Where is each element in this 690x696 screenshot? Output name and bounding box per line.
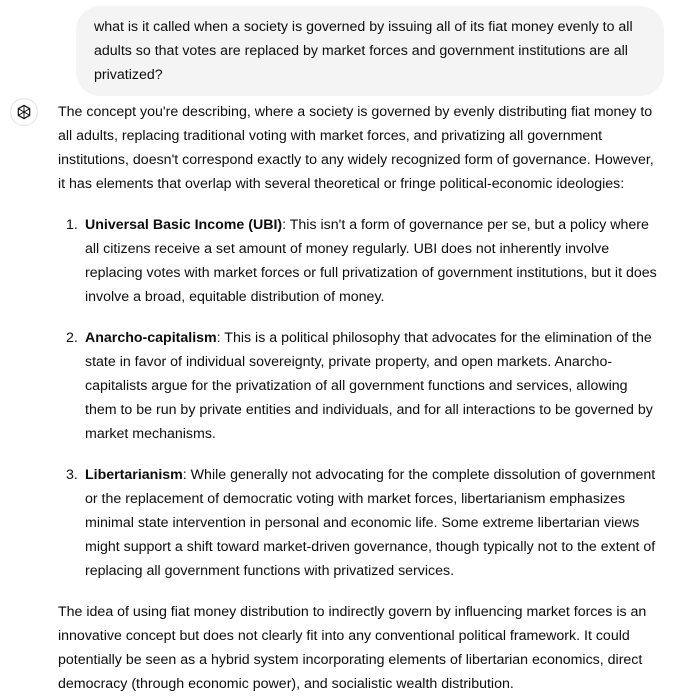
list-item-text: : This isn't a form of governance per se, but a policy where all citizens receive a set amount of money regularly. UBI does not inherently involve replacing votes with market forces or full privatization of government institutions, but it does involve a broad, equitable distribution of money. xyxy=(85,217,657,305)
list-item-term: Universal Basic Income (UBI) xyxy=(85,217,283,233)
user-message-bubble xyxy=(76,6,664,96)
assistant-avatar xyxy=(10,98,38,126)
user-message-text: what is it called when a society is governed by issuing all of its fiat money evenly to all adults so that votes are replaced by market forces and government institutions are all privatized? xyxy=(94,19,633,83)
list-item-text: : This is a political philosophy that advocates for the elimination of the state in favor of individual sovereignty, private property, and open markets. Anarcho-capitalists argue for the privatization of all government functions and services, allowing them to be run by private entities and individuals, and for all interactions to be governed by market mechanisms. xyxy=(85,330,653,442)
ideology-list xyxy=(58,213,658,583)
response-intro: The concept you're describing, where a society is governed by evenly distributing fiat money to all adults, replacing traditional voting with market forces, and privatizing all government institutions, doesn't correspond exactly to any widely recognized form of governance. However, it has elements that overlap with several theoretical or fringe political-economic ideologies: xyxy=(58,104,654,192)
list-item xyxy=(58,463,658,583)
list-item xyxy=(58,213,658,309)
list-item-text: : While generally not advocating for the complete dissolution of government or the replacement of democratic voting with market forces, libertarianism emphasizes minimal state intervention in personal and economic life. Some extreme libertarian views might support a shift toward market-driven governance, though typically not to the extent of replacing all government functions with privatized services. xyxy=(85,467,656,579)
list-item-term: Anarcho-capitalism xyxy=(85,330,217,346)
assistant-response xyxy=(58,100,658,696)
list-item-number: 1. xyxy=(66,217,78,233)
openai-logo-icon xyxy=(15,103,33,121)
list-item-term: Libertarianism xyxy=(85,467,183,483)
list-item xyxy=(58,326,658,446)
response-conclusion: The idea of using fiat money distribution to indirectly govern by influencing market forces is an innovative concept but does not clearly fit into any conventional political framework. It could potentially be seen as a hybrid system incorporating elements of libertarian economics, direct democracy (through economic power), and socialistic wealth distribution. xyxy=(58,604,647,692)
list-item-number: 3. xyxy=(66,467,78,483)
list-item-number: 2. xyxy=(66,330,78,346)
